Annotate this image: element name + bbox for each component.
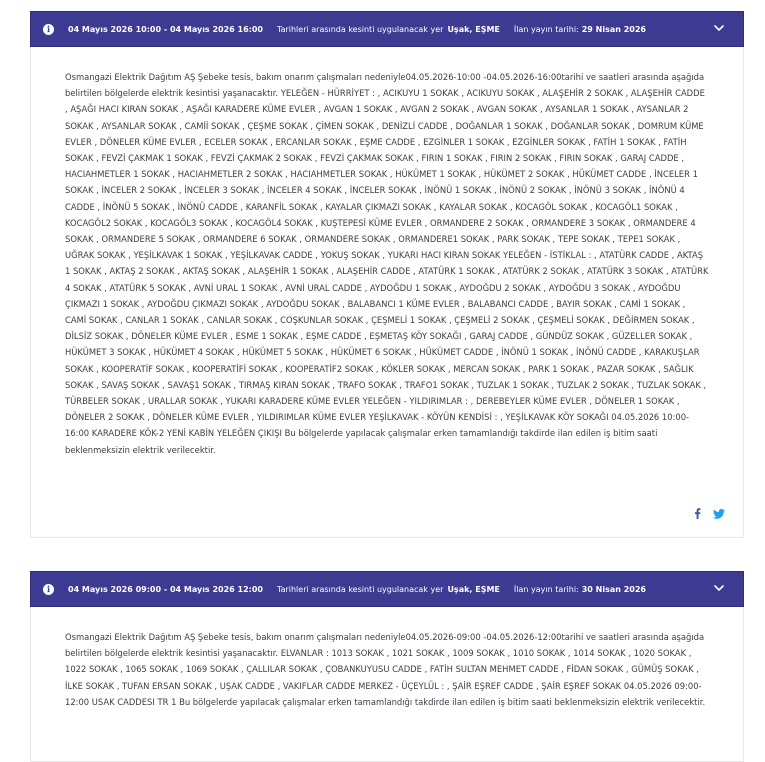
- notice-published-date: 29 Nisan 2026: [581, 24, 646, 34]
- notice-text: Osmangazi Elektrik Dağıtım AŞ Şebeke tesis, bakım onarım çalışmaları nedeniyle04.05.2026-10:00 -04.05.2026-16:00tarihi ve saatleri arasında aşağıda belirtilen bölgelerde elektrik kesintisi yaşanacaktır. YELEĞEN - HÜRRİYET : , ACIKUYU 1 SOKAK , ACIKUYU SOKAK , ALAŞEHİR 2 SOKAK , ALAŞEHİR CADDE , AŞAĞI HACI KIRAN SOKAK , AŞAĞI KARADERE KÜME EVLER , AVGAN 1 SOKAK , AVGAN 2 SOKAK , AVGAN SOKAK , AYSANLAR 1 SOKAK , AYSANLAR 2 SOKAK , AYSANLAR SOKAK , CAMİİ SOKAK , ÇEŞME SOKAK , ÇİMEN SOKAK , DENİZLİ CADDE , DOĞANLAR 1 SOKAK , DOĞANLAR SOKAK , DOMRUM KÜME EVLER , DÖNELER KÜME EVLER , ECELER SOKAK , ERCANLAR SOKAK , EŞME CADDE , EZGİNLER 1 SOKAK , EZGİNLER SOKAK , FATİH 1 SOKAK , FATİH SOKAK , FEVZİ ÇAKMAK 1 SOKAK , FEVZİ ÇAKMAK 2 SOKAK , FEVZİ ÇAKMAK SOKAK , FIRIN 1 SOKAK , FIRIN 2 SOKAK , FIRIN SOKAK , GARAJ CADDE , HACIAHMETLER 1 SOKAK , HACIAHMETLER 2 SOKAK , HACIAHMETLER SOKAK , HÜKÜMET 1 SOKAK , HÜKÜMET 2 SOKAK , HÜKÜMET CADDE , İNCELER 1 SOKAK , İNCELER 2 SOKAK , İNCELER 3 SOKAK , İNCELER 4 SOKAK , İNCELER SOKAK , İNÖNÜ 1 SOKAK , İNÖNÜ 2 SOKAK , İNÖNÜ 3 SOKAK , İNÖNÜ 4 CADDE , İNÖNÜ 5 SOKAK , İNÖNÜ CADDE , KARANFİL SOKAK , KAYALAR ÇIKMAZI SOKAK , KAYALAR SOKAK , KOCAGÖL SOKAK , KOCAGÖL1 SOKAK , KOCAGÖL2 SOKAK , KOCAGÖL3 SOKAK , KOCAGÖL4 SOKAK , KUŞTEPESİ KÜME EVLER , ORMANDERE 2 SOKAK , ORMANDERE 3 SOKAK , ORMANDERE 4 SOKAK , ORMANDERE 5 SOKAK , ORMANDERE 6 SOKAK , ORMANDERE SOKAK , ORMANDERE1 SOKAK , PARK SOKAK , TEPE SOKAK , TEPE1 SOKAK , UĞRAK SOKAK , YEŞİLKAVAK 1 SOKAK , YEŞİLKAVAK CADDE , YOKUŞ SOKAK , YUKARI HACI KIRAN SOKAK YELEĞEN - İSTİKLAL : , ATATÜRK CADDE , AKTAŞ 1 SOKAK , AKTAŞ 2 SOKAK , AKTAŞ SOKAK , ALAŞEHİR 1 SOKAK , ALAŞEHİR CADDE , ATATÜRK 1 SOKAK , ATATÜRK 2 SOKAK , ATATÜRK 3 SOKAK , ATATÜRK 4 SOKAK , ATATÜRK 5 SOKAK , AVNİ URAL 1 SOKAK , AVNİ URAL CADDE , AYDOĞDU 1 SOKAK , AYDOĞDU 2 SOKAK , AYDOĞDU 3 SOKAK , AYDOĞDU ÇIKMAZI 1 SOKAK , AYDOĞDU ÇIKMAZI SOKAK , AYDOĞDU SOKAK , BALABANCI 1 KÜME EVLER , BALABANCI CADDE , BAYIR SOKAK , CAMİ 1 SOKAK , CAMİ SOKAK , CANLAR 1 SOKAK , CANLAR SOKAK , COŞKUNLAR SOKAK , ÇEŞMELİ 1 SOKAK , ÇEŞMELİ 2 SOKAK , ÇEŞMELİ SOKAK , DEĞİRMEN SOKAK , DİLSİZ SOKAK , DÖNELER KÜME EVLER , ESME 1 SOKAK , EŞME CADDE , EŞMETAŞ KÖY SOKAĞI , GARAJ CADDE , GÜNDÜZ SOKAK , GÜZELLER SOKAK , HÜKÜMET 3 SOKAK , HÜKÜMET 4 SOKAK , HÜKÜMET 5 SOKAK , HÜKÜMET 6 SOKAK , HÜKÜMET CADDE , İNÖNÜ 1 SOKAK , İNÖNÜ CADDE , KARAKUŞLAR SOKAK , KOOPERATİF SOKAK , KOOPERATİFİ SOKAK , KOOPERATİF2 SOKAK , KÖKLER SOKAK , MERCAN SOKAK , PARK 1 SOKAK , PAZAR SOKAK , SAĞLIK SOKAK , SAVAŞ SOKAK , SAVAŞ1 SOKAK , TIRMAŞ KIRAN SOKAK , TRAFO SOKAK , TRAFO1 SOKAK , TUZLAK 1 SOKAK , TUZLAK 2 SOKAK , TUZLAK SOKAK , TÜRBELER SOKAK , URALLAR SOKAK , YUKARI KARADERE KÜME EVLER YELEĞEN - YILDIRIMLAR : , DEREBEYLER KÜME EVLER , DÖNELER 1 SOKAK , DÖNELER 2 SOKAK , DÖNELER KÜME EVLER , YILDIRIMLAR KÜME EVLER YEŞİLKAVAK - KÖYÜN KENDİSİ : , YEŞİLKAVAK KÖY SOKAĞI 04.05.2026 10:00-16:00 KARADERE KÖK-2 YENİ KABİN YELEĞEN ÇIKIŞI Bu bölgelerde yapılacak çalışmalar erken tamamlandığı takdirde ilan edilen iş bitim saati beklenmeksizin elektrik verilecektir.: [65, 72, 709, 455]
- notice-place: Uşak, EŞME: [447, 584, 500, 594]
- notice-date-range: 04 Mayıs 2026 09:00 - 04 Mayıs 2026 12:00: [68, 584, 263, 594]
- notice-desc-label: Tarihleri arasında kesinti uygulanacak yer: [277, 584, 444, 594]
- notice-header[interactable]: [30, 571, 744, 607]
- notice-published-date: 30 Nisan 2026: [581, 584, 646, 594]
- outage-notice: [30, 571, 744, 762]
- chevron-down-icon[interactable]: [713, 22, 725, 34]
- twitter-icon[interactable]: [713, 504, 725, 523]
- info-icon: i: [43, 584, 54, 595]
- info-icon: i: [43, 24, 54, 35]
- notice-header[interactable]: [30, 11, 744, 47]
- chevron-down-icon[interactable]: [713, 582, 725, 594]
- notice-date-range: 04 Mayıs 2026 10:00 - 04 Mayıs 2026 16:00: [68, 24, 263, 34]
- notice-text: Osmangazi Elektrik Dağıtım AŞ Şebeke tesis, bakım onarım çalışmaları nedeniyle04.05.2026-09:00 -04.05.2026-12:00tarihi ve saatleri arasında aşağıda belirtilen bölgelerde elektrik kesintisi yaşanacaktır. ELVANLAR : 1013 SOKAK , 1021 SOKAK , 1009 SOKAK , 1010 SOKAK , 1014 SOKAK , 1020 SOKAK , 1022 SOKAK , 1065 SOKAK , 1069 SOKAK , ÇALLILAR SOKAK , ÇOBANKUYUSU CADDE , FATİH SULTAN MEHMET CADDE , FİDAN SOKAK , GÜMÜŞ SOKAK , İLKE SOKAK , TUFAN ERSAN SOKAK , UŞAK CADDE , VAKIFLAR CADDE MERKEZ - ÜÇEYLÜL : , ŞAİR EŞREF CADDE , ŞAİR EŞREF SOKAK 04.05.2026 09:00-12:00 USAK CADDESI TR 1 Bu bölgelerde yapılacak çalışmalar erken tamamlandığı takdirde ilan edilen iş bitim saati beklenmeksizin elektrik verilecektir.: [65, 632, 706, 707]
- outage-notice: [30, 11, 744, 538]
- notice-place: Uşak, EŞME: [447, 24, 500, 34]
- notice-published-label: İlan yayın tarihi:: [513, 24, 579, 34]
- notice-body: [31, 47, 743, 458]
- notice-desc-label: Tarihleri arasında kesinti uygulanacak yer: [277, 24, 444, 34]
- share-links: [694, 504, 725, 523]
- notice-published-label: İlan yayın tarihi:: [513, 584, 579, 594]
- facebook-icon[interactable]: [694, 504, 701, 523]
- notice-body: [31, 607, 743, 710]
